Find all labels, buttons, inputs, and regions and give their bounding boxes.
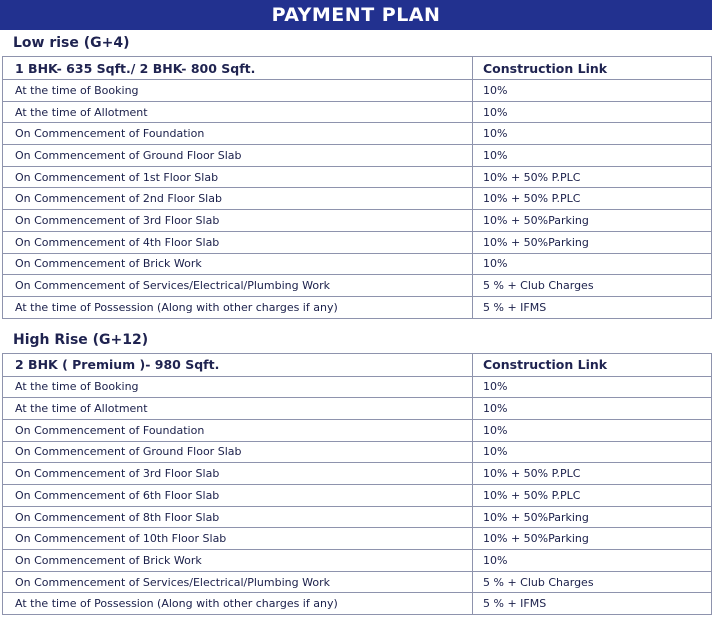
page-title: PAYMENT PLAN	[0, 0, 712, 30]
table-row	[3, 485, 712, 507]
stage-cell: On Commencement of Foundation	[3, 419, 473, 441]
stage-cell: On Commencement of Services/Electrical/Plumbing Work	[3, 275, 473, 297]
plan-type-header: Construction Link	[473, 353, 712, 376]
payment-cell: 10%	[473, 550, 712, 572]
table-row	[3, 123, 712, 145]
stage-cell: At the time of Booking	[3, 80, 473, 102]
stage-cell: On Commencement of 10th Floor Slab	[3, 528, 473, 550]
stage-cell: At the time of Allotment	[3, 101, 473, 123]
stage-cell: On Commencement of 2nd Floor Slab	[3, 188, 473, 210]
table-row	[3, 166, 712, 188]
payment-cell: 10%	[473, 419, 712, 441]
stage-cell: On Commencement of 3rd Floor Slab	[3, 463, 473, 485]
section-heading: High Rise (G+12)	[13, 331, 149, 348]
table-row	[3, 441, 712, 463]
table-row	[3, 275, 712, 297]
table-row	[3, 188, 712, 210]
table-row	[3, 80, 712, 102]
table-header-row	[3, 353, 712, 376]
stage-cell: On Commencement of Ground Floor Slab	[3, 145, 473, 167]
stage-cell: At the time of Booking	[3, 376, 473, 398]
section-low-rise	[0, 30, 712, 319]
payment-cell: 10% + 50% P.PLC	[473, 463, 712, 485]
stage-cell: On Commencement of 6th Floor Slab	[3, 485, 473, 507]
table-row	[3, 419, 712, 441]
payment-table	[2, 353, 712, 616]
plan-type-header: Construction Link	[473, 57, 712, 80]
stage-cell: At the time of Allotment	[3, 398, 473, 420]
stage-cell: At the time of Possession (Along with other charges if any)	[3, 593, 473, 615]
table-row	[3, 231, 712, 253]
payment-cell: 10% + 50%Parking	[473, 231, 712, 253]
table-row	[3, 145, 712, 167]
table-row	[3, 398, 712, 420]
stage-cell: On Commencement of Brick Work	[3, 550, 473, 572]
payment-cell: 5 % + IFMS	[473, 593, 712, 615]
payment-cell: 10%	[473, 253, 712, 275]
payment-cell: 5 % + Club Charges	[473, 571, 712, 593]
payment-cell: 10% + 50%Parking	[473, 506, 712, 528]
table-row	[3, 376, 712, 398]
payment-cell: 10% + 50% P.PLC	[473, 485, 712, 507]
table-header-row	[3, 57, 712, 80]
table-row	[3, 506, 712, 528]
table-row	[3, 253, 712, 275]
payment-cell: 5 % + Club Charges	[473, 275, 712, 297]
stage-cell: On Commencement of 4th Floor Slab	[3, 231, 473, 253]
payment-cell: 10%	[473, 101, 712, 123]
payment-cell: 10%	[473, 376, 712, 398]
table-row	[3, 210, 712, 232]
section-heading: Low rise (G+4)	[13, 35, 130, 51]
payment-cell: 10%	[473, 441, 712, 463]
section-high-rise	[0, 327, 712, 616]
section-spacer	[0, 319, 712, 327]
stage-cell: On Commencement of 1st Floor Slab	[3, 166, 473, 188]
stage-cell: On Commencement of Services/Electrical/Plumbing Work	[3, 571, 473, 593]
table-row	[3, 550, 712, 572]
stage-cell: On Commencement of Ground Floor Slab	[3, 441, 473, 463]
unit-type-header: 1 BHK- 635 Sqft./ 2 BHK- 800 Sqft.	[3, 57, 473, 80]
payment-cell: 10%	[473, 145, 712, 167]
payment-cell: 10%	[473, 398, 712, 420]
payment-table	[2, 56, 712, 319]
stage-cell: At the time of Possession (Along with other charges if any)	[3, 296, 473, 318]
stage-cell: On Commencement of 3rd Floor Slab	[3, 210, 473, 232]
stage-cell: On Commencement of Foundation	[3, 123, 473, 145]
payment-cell: 10% + 50%Parking	[473, 210, 712, 232]
stage-cell: On Commencement of 8th Floor Slab	[3, 506, 473, 528]
payment-cell: 10% + 50% P.PLC	[473, 188, 712, 210]
payment-cell: 10% + 50%Parking	[473, 528, 712, 550]
payment-cell: 5 % + IFMS	[473, 296, 712, 318]
table-row	[3, 593, 712, 615]
table-row	[3, 463, 712, 485]
unit-type-header: 2 BHK ( Premium )- 980 Sqft.	[3, 353, 473, 376]
payment-cell: 10%	[473, 123, 712, 145]
table-row	[3, 528, 712, 550]
payment-cell: 10%	[473, 80, 712, 102]
payment-cell: 10% + 50% P.PLC	[473, 166, 712, 188]
table-row	[3, 296, 712, 318]
table-row	[3, 101, 712, 123]
stage-cell: On Commencement of Brick Work	[3, 253, 473, 275]
table-row	[3, 571, 712, 593]
